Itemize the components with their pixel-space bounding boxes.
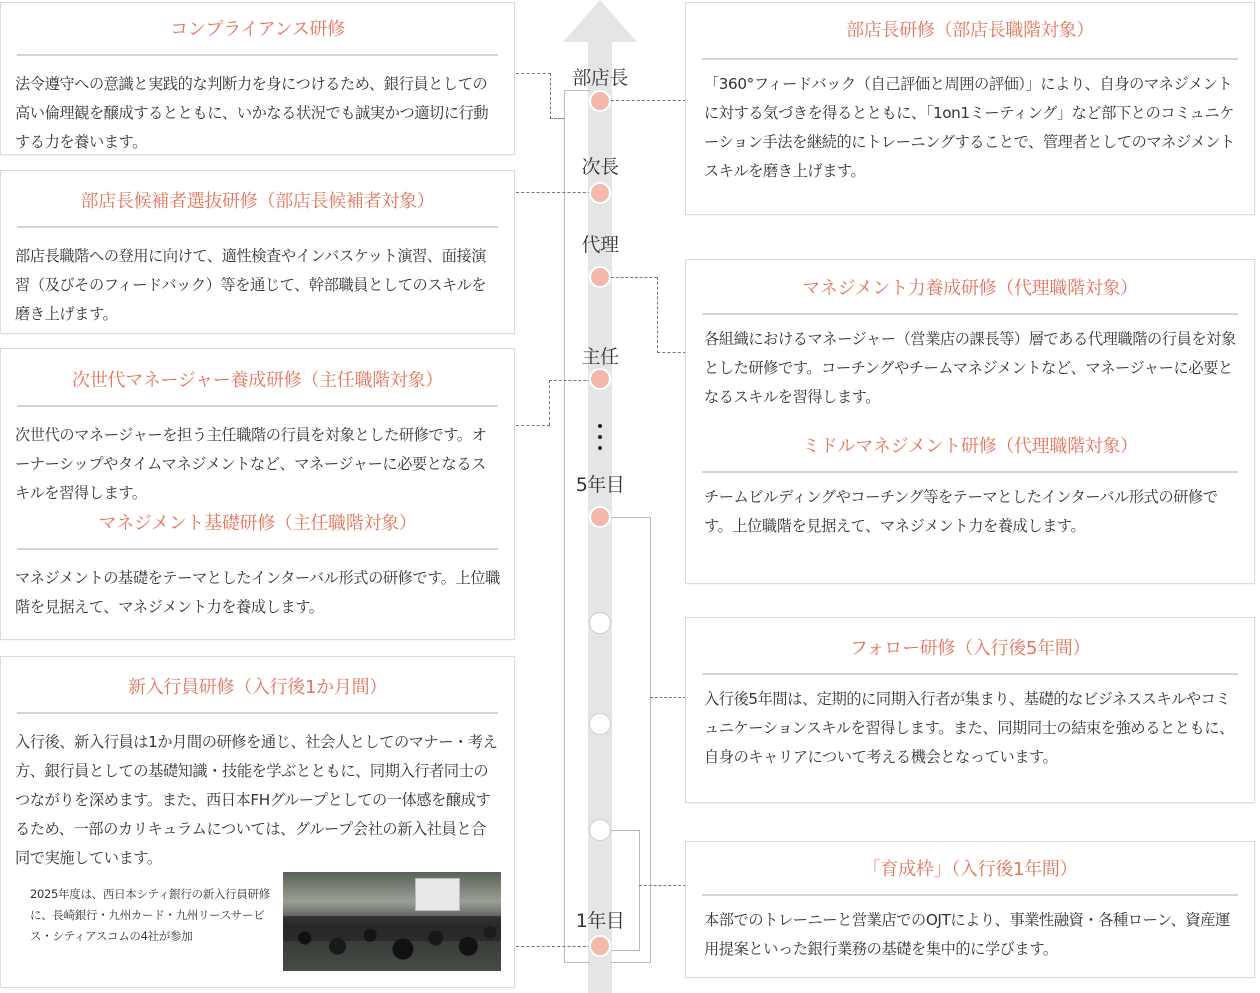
connector-line [549,380,591,381]
card-title: マネジメント力養成研修（代理職階対象） [802,278,1138,299]
connector-line [657,352,686,353]
projector-screen [415,878,460,911]
card-body: 法令遵守への意識と実践的な判断力を身につけるため、銀行員としての高い倫理観を醸成するとともに、いかなる状況でも誠実かつ適切に行動する力を養います。 [15,75,489,151]
connector-line [639,885,686,886]
bracket-line [564,90,590,91]
timeline-node-year-1 [589,935,611,957]
connector-line [516,73,551,74]
bracket-line [611,950,640,951]
connector-line [650,697,686,698]
card-body: 部店長職階への登用に向けて、適性検査やインバスケット演習、面接演習（及びそのフィードバック）等を通じて、幹部職員としてのスキルを磨き上げます。 [15,247,487,323]
card-title: 「育成枠」（入行後1年間） [862,859,1078,880]
stage-label-chief: 主任 [581,346,619,368]
card-title-management-basics: マネジメント基礎研修（主任職階対象） [98,513,417,534]
divider [702,894,1238,896]
connector-line [549,380,550,425]
card-follow-up-training [685,617,1255,803]
connector-line [516,425,550,426]
bracket-line [611,517,651,518]
connector-line [657,277,658,353]
connector-line [516,192,591,193]
connector-line [611,100,686,101]
timeline-node-deputy [589,266,611,288]
card-title: 部店長研修（部店長職階対象） [846,20,1094,41]
stage-label-branch-manager: 部店長 [572,67,628,89]
card-title: 次世代マネージャー養成研修（主任職階対象） [72,370,443,391]
ellipsis-icon [598,424,602,457]
card-title: 新入行員研修（入行後1か月間） [128,677,387,698]
timeline-node-year-3 [589,713,611,735]
divider [17,548,498,550]
divider [17,54,498,56]
divider [702,58,1238,60]
stage-label-deputy: 代理 [581,234,619,256]
divider [702,471,1238,473]
stage-label-deputy-general: 次長 [581,156,619,178]
connector-line [611,277,657,278]
card-deputy-management-training [685,259,1255,584]
timeline-node-year-5 [589,506,611,528]
bracket-line [564,90,565,962]
card-body: 「360°フィードバック（自己評価と周囲の評価）」により、自身のマネジメントに対する気づきを得るとともに、「1on1ミーティング」など部下とのコミュニケーション手法を継続的にトレーニングすることで、管理者としてのマネジメントスキルを磨き上げます。 [704,75,1235,180]
card-body: 本部でのトレーニーと営業店でのOJTにより、事業性融資・各種ローン、資産運用提案といった銀行業務の基礎を集中的に学びます。 [704,911,1230,958]
timeline-node-deputy-general [589,182,611,204]
timeline-node-year-4 [589,612,611,634]
card-body-management-basics: マネジメントの基礎をテーマとしたインターバル形式の研修です。上位職階を見据えて、マネジメント力を養成します。 [15,569,500,616]
card-body: 次世代のマネージャーを担う主任職階の行員を対象とした研修です。オーナーシップやタイムマネジメントなど、マネージャーに必要となるスキルを習得します。 [15,426,487,502]
stage-label-year-5: 5年目 [575,474,625,496]
divider [17,405,498,407]
card-branch-manager-training [685,2,1255,215]
divider [17,712,498,714]
timeline-node-chief [589,368,611,390]
card-title-middle-management: ミドルマネジメント研修（代理職階対象） [802,436,1138,457]
card-body: 入行後5年間は、定期的に同期入行者が集まり、基礎的なビジネススキルやコミュニケーションスキルを習得します。また、同期同士の結束を強めるとともに、自身のキャリアについて考える機会となっています。 [704,690,1234,766]
card-ikusei-waku-training [685,841,1255,978]
card-compliance-training [0,2,515,155]
photo-caption: 2025年度は、西日本シティ銀行の新入行員研修に、長崎銀行・九州カード・九州リースサービス・シティアスコムの4社が参加 [30,887,270,943]
divider [17,226,498,228]
bracket-line [611,962,651,963]
timeline-node-branch-manager [589,90,611,112]
timeline-node-year-2 [589,819,611,841]
bracket-line [564,962,590,963]
training-photo [283,872,501,971]
divider [702,313,1238,315]
card-body: 入行後、新入行員は1か月間の研修を通じ、社会人としてのマナー・考え方、銀行員としての基礎知識・技能を学ぶとともに、同期入行者同士のつながりを深めます。また、西日本FHグループとしての一体感を醸成するため、一部のカリキュラムについては、グループ会社の新入社員と合同で実施しています。 [15,733,498,867]
card-title: コンプライアンス研修 [170,19,345,40]
arrow-up-icon [563,0,637,42]
stage-label-year-1: 1年目 [575,910,625,932]
connector-line [516,946,591,947]
card-body: 各組織におけるマネージャー（営業店の課長等）層である代理職階の行員を対象とした研修です。コーチングやチームマネジメントなど、マネージャーに必要となるスキルを習得します。 [704,330,1236,406]
card-body-middle-management: チームビルディングやコーチング等をテーマとしたインターバル形式の研修です。上位職階を見据えて、マネジメント力を養成します。 [704,488,1218,535]
card-next-gen-manager-training [0,348,515,640]
card-title: フォロー研修（入行後5年間） [849,638,1091,659]
bracket-line [611,830,640,831]
connector-line [550,118,565,119]
card-title: 部店長候補者選抜研修（部店長候補者対象） [80,191,435,212]
divider [702,673,1238,675]
card-candidate-selection-training [0,170,515,334]
bracket-line [650,517,651,962]
